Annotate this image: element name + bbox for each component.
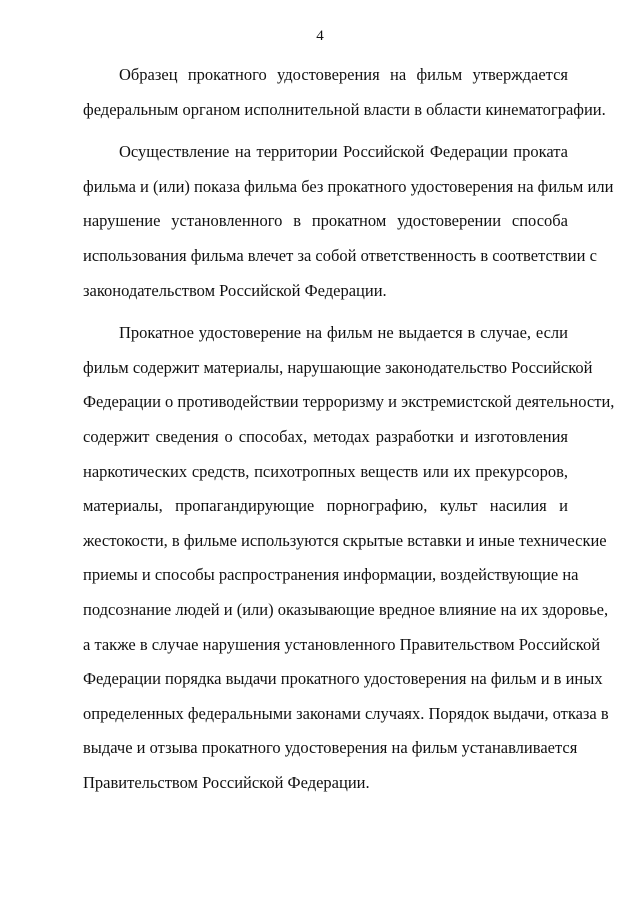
text-line: Осуществление на территории Российской Федерации проката [119,142,568,162]
text-line: федеральным органом исполнительной власти в области кинематографии. [83,99,606,119]
paragraph-film-certificate-form [83,58,606,127]
text-line: фильм содержит материалы, нарушающие законодательство Российской [83,357,593,377]
text-line: использования фильма влечет за собой ответственность в соответствии с [83,245,597,265]
text-line: содержит сведения о способах, методах разработки и изготовления [83,426,568,446]
text-line: выдаче и отзыва прокатного удостоверения на фильм устанавливается [83,738,578,758]
text-line: жестокости, в фильме используются скрытые вставки и иные технические [83,530,607,550]
text-line: приемы и способы распространения информации, воздействующие на [83,565,579,585]
text-line: Федерации порядка выдачи прокатного удостоверения на фильм и в иных [83,669,603,689]
text-line: подсознание людей и (или) оказывающие вредное влияние на их здоровье, [83,599,609,619]
text-line: Правительством Российской Федерации. [83,772,370,792]
text-line: материалы, пропагандирующие порнографию, культ насилия и [83,496,568,516]
paragraph-liability [83,135,614,308]
text-line: а также в случае нарушения установленного Правительством Российской [83,634,601,654]
text-line: нарушение установленного в прокатном удостоверении способа [83,211,568,231]
text-line: фильма и (или) показа фильма без прокатного удостоверения на фильм или [83,176,614,196]
page-number: 4 [316,28,324,44]
document-body [83,58,615,808]
text-line: определенных федеральными законами случаях. Порядок выдачи, отказа в [83,703,609,723]
text-line: Прокатное удостоверение на фильм не выдается в случае, если [119,323,568,343]
text-line: наркотических средств, психотропных веществ или их прекурсоров, [83,461,568,481]
text-line: Федерации о противодействии терроризму и экстремистской деятельности, [83,392,615,412]
text-line: законодательством Российской Федерации. [83,280,387,300]
text-line: Образец прокатного удостоверения на фильм утверждается [119,65,568,84]
paragraph-refusal-grounds [83,316,615,800]
